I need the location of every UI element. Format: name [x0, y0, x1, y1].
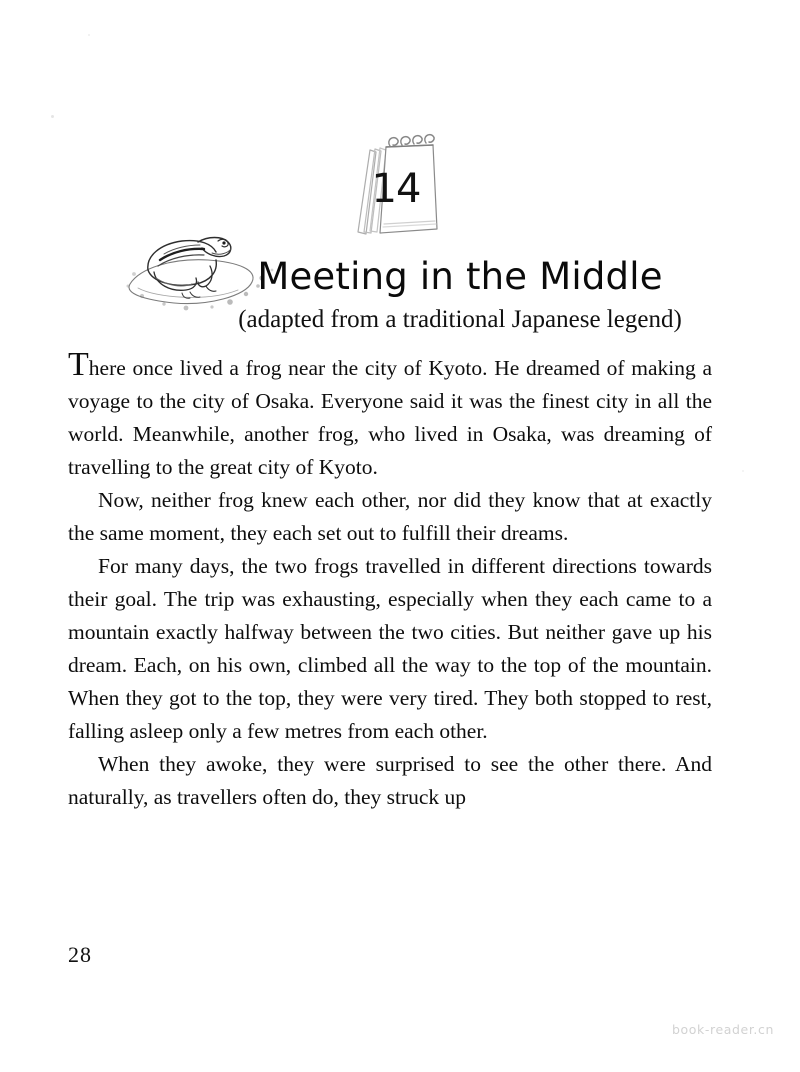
- scan-speck: [742, 470, 744, 472]
- paragraph: Now, neither frog knew each other, nor did they know that at exactly the same moment, they each set out to fulfill their dreams.: [68, 488, 712, 545]
- chapter-header: [0, 120, 800, 345]
- page-title: Meeting in the Middle: [257, 255, 663, 298]
- body-text: [68, 346, 712, 814]
- watermark: book-reader.cn: [672, 1022, 774, 1037]
- paragraph: For many days, the two frogs travelled in different directions towards their goal. The trip was exhausting, especially when they each came to a mountain exactly halfway between the two cities. But neither gave up his dream. Each, on his own, climbed all the way to the top of the mountain. When they got to the top, they were very tired. They both stopped to rest, falling asleep only a few metres from each other.: [68, 554, 712, 743]
- paragraph: When they awoke, they were surprised to see the other there. And naturally, as travellers often do, they struck up: [68, 752, 712, 809]
- chapter-subtitle: (adapted from a traditional Japanese legend): [238, 306, 682, 333]
- chapter-number: 14: [371, 166, 421, 212]
- paragraph: There once lived a frog near the city of Kyoto. He dreamed of making a voyage to the city of Osaka. Everyone said it was the finest city in all the world. Meanwhile, another frog, who lived in Osaka, was dreaming of travelling to the great city of Kyoto.: [68, 346, 712, 479]
- scan-speck: [51, 115, 54, 118]
- page-number: 28: [68, 942, 92, 967]
- scan-speck: [88, 34, 90, 36]
- desk-calendar-icon: [340, 128, 452, 246]
